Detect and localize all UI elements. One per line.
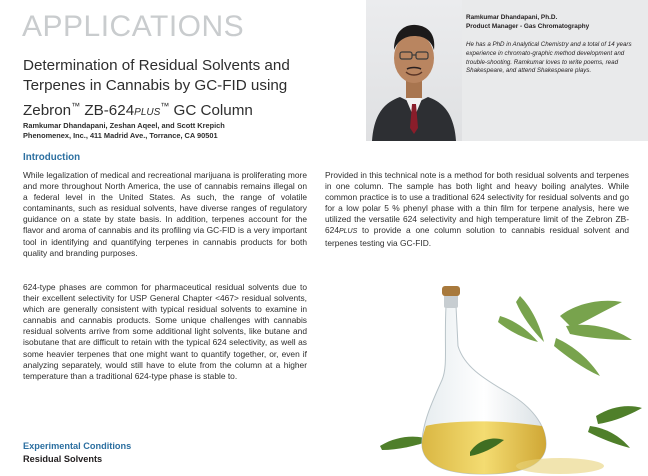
title-brand: Zebron: [23, 102, 72, 120]
title-plus: PLUS: [134, 107, 161, 119]
paragraph-3-plus: PLUS: [338, 228, 358, 236]
title-product: ZB-624: [80, 102, 135, 120]
affiliation: Phenomenex, Inc., 411 Madrid Ave., Torrance, CA 90501: [23, 131, 218, 140]
bio-text: He has a PhD in Analytical Chemistry and a total of 14 years experience in chromato-graphic method development and trouble-shooting. Ramkumar loves to write poems, read Shakespeare, and attend Shakespeare plays.: [466, 41, 632, 75]
trademark-symbol: ™: [160, 101, 170, 111]
section-header: APPLICATIONS: [22, 10, 245, 43]
title-line-1: Determination of Residual Solvents and: [23, 57, 290, 74]
intro-paragraph-2: 624-type phases are common for pharmaceutical residual solvents due to their excellent selectivity for USP General Chapter <467> residual solvents, which are generally consistent with typical residual solvents to examine in cannabis and cannabis products. Some unique challenges with cannabis residual solvents arrive from some additional light solvents, like butane and isobutane that are difficult to retain with the typical 624 selectivity, as well as some heavier terpenes that one might want to quantify together, or, even if analyzing separately, would still have to elute from the column at a higher temperature than a traditional 624-type phase is stable to.: [23, 282, 307, 381]
bio-role: Product Manager - Gas Chromatography: [466, 23, 590, 30]
intro-heading: Introduction: [23, 152, 81, 163]
cannabis-oil-bottle-image: [360, 276, 648, 476]
paragraph-3-text-end: to provide a one column solution to cannabis residual solvent and terpenes testing via GC-FID.: [325, 225, 629, 248]
title-line-3: [23, 96, 353, 123]
bio-name: Ramkumar Dhandapani, Ph.D.: [466, 14, 558, 21]
trademark-symbol: ™: [71, 101, 81, 111]
title-line-2: Terpenes in Cannabis by GC-FID using: [23, 77, 288, 94]
residual-solvents-subheading: Residual Solvents: [23, 454, 103, 464]
article-title: [23, 56, 353, 123]
title-suffix: GC Column: [169, 102, 253, 120]
author-portrait: [366, 0, 462, 141]
experimental-heading: Experimental Conditions: [23, 441, 132, 451]
paragraph-3-text: Provided in this technical note is a method for both residual solvents and terpenes in one column. The sample has both light and heavy boiling analytes. While common practice is to use a traditional 624 selectivity for residual solvents and go for a low polar 5 % phenyl phase with a thin film for terpene analysis, here we utilized the versatile 624 selectivity and high temperature limit of the Zebron ZB-624: [325, 170, 629, 236]
author-block: [23, 121, 353, 141]
authors: Ramkumar Dhandapani, Zeshan Aqeel, and Scott Krepich: [23, 121, 225, 130]
intro-paragraph-1: While legalization of medical and recreational marijuana is proliferating more and more throughout North America, the use of cannabis remains illegal on a federal level in the United States. As such, the range of volatile contaminants, such as residual solvents, have diverse ranges of regulatory guidance on a state by state basis. In addition, terpenes account for the flavor and aroma of cannabis and its profiling via GC-FID is a very important tool in identifying and quantifying terpenes in cannabis products for both quality and branding purposes.: [23, 170, 307, 258]
intro-paragraph-3: [325, 170, 629, 249]
